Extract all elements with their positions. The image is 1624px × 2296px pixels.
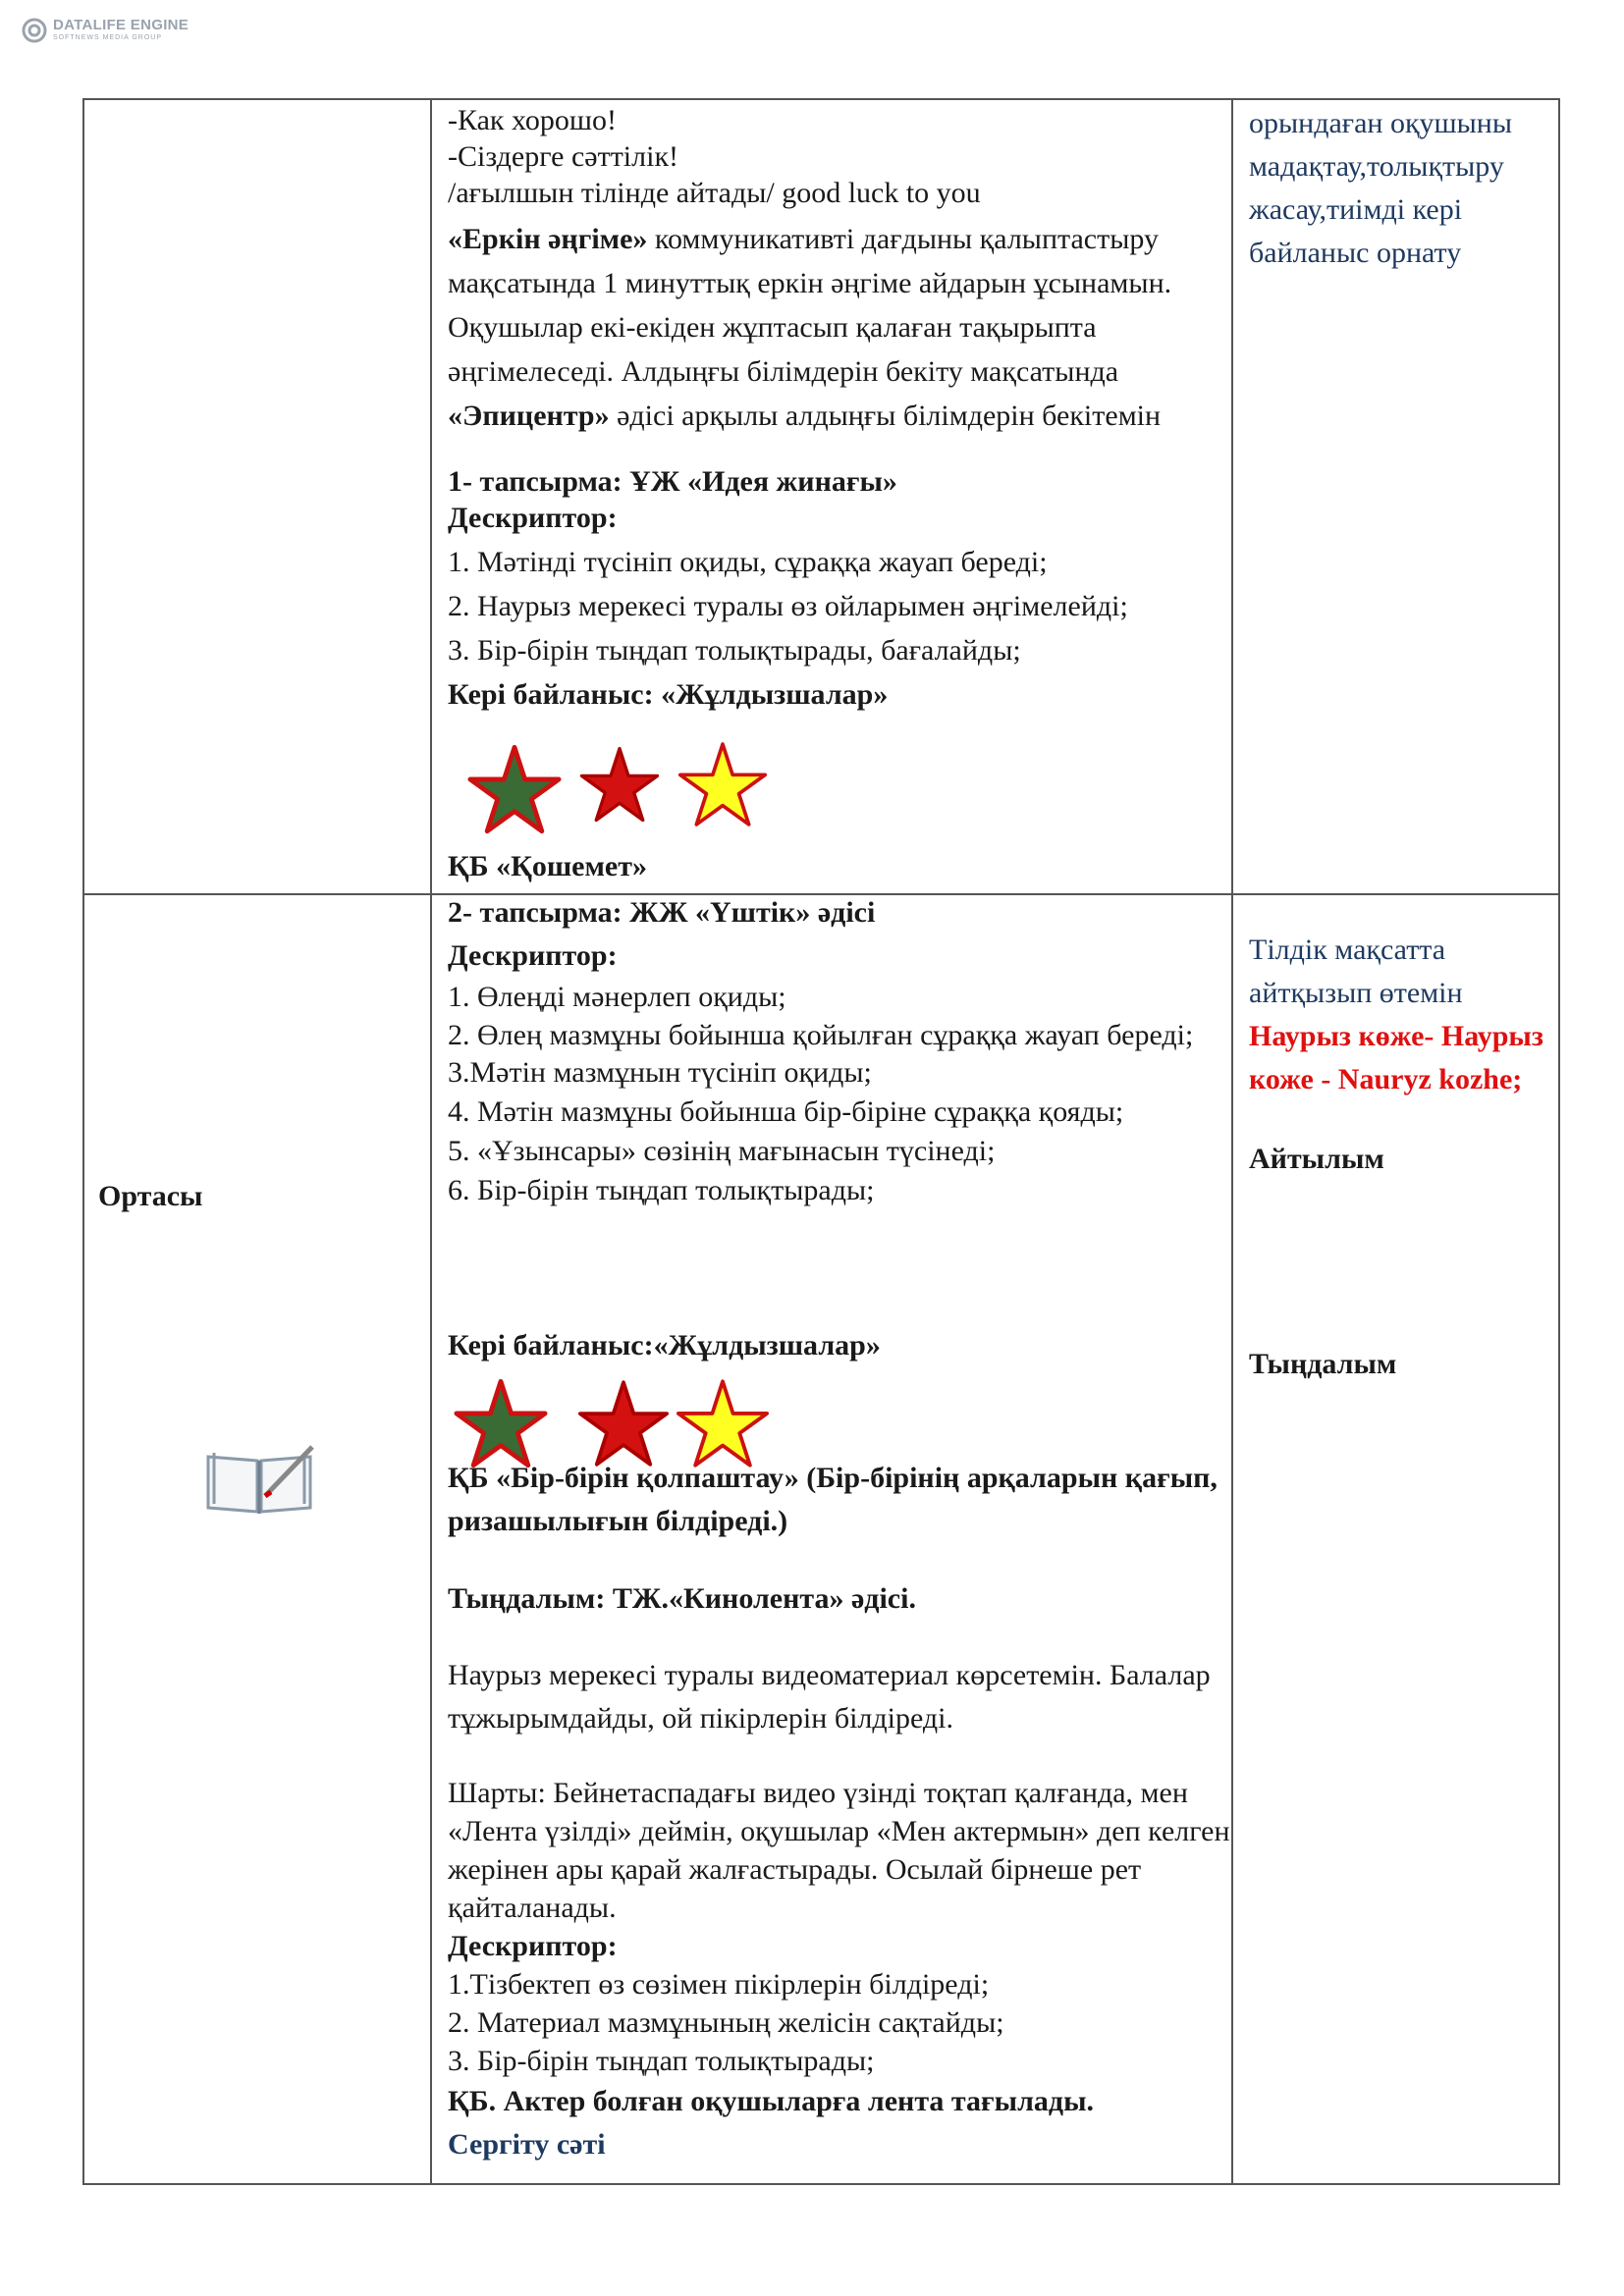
- feedback-label: Кері байланыс:«Жұлдызшалар»: [448, 1329, 881, 1362]
- datalife-logo-icon: [22, 18, 47, 43]
- feedback-label: Кері байланыс: «Жұлдызшалар»: [448, 678, 889, 711]
- descriptor-item: 2. Өлең мазмұны бойынша қойылған сұраққа жауап береді;: [448, 1019, 1194, 1051]
- task-2-title: 2- тапсырма: ЖЖ «Үштік» әдісі: [448, 896, 876, 929]
- descriptor-label: Дескриптор:: [448, 1930, 618, 1962]
- row2-main-cell: [448, 891, 1233, 1210]
- stars-row-2: [454, 1378, 770, 1468]
- yellow-star-icon: [677, 741, 768, 828]
- main-line: -Как хорошо!: [448, 104, 617, 136]
- assessment-label: ҚБ «Қошемет»: [448, 850, 647, 882]
- descriptor-label: Дескриптор:: [448, 939, 618, 972]
- refresher-label: Сергіту сәті: [448, 2128, 606, 2161]
- conditions-text: Шарты: Бейнетаспадағы видео үзінді тоқтап қалғанда, мен «Лента үзілді» деймін, оқушылар «Мен актермын» деп келген жерінен ары қарай жалғастырады. Осылай бірнеше рет қайталанады.: [448, 1777, 1230, 1924]
- main-line: -Сіздерге сәттілік!: [448, 140, 679, 173]
- watermark-brand: DATALIFE ENGINE: [53, 17, 189, 33]
- open-book-pen-icon: [202, 1443, 316, 1522]
- green-star-icon: [454, 1378, 548, 1468]
- yellow-star-icon: [676, 1378, 770, 1468]
- language-goal-text: Тілдік мақсатта айтқызып өтемін: [1249, 934, 1463, 1009]
- descriptor-item: 1.Тізбектеп өз сөзімен пікірлерін білдіреді;: [448, 1968, 990, 2001]
- watermark-subtitle: SOFTNEWS MEDIA GROUP: [53, 34, 163, 41]
- descriptor-item: 3.Мәтін мазмұнын түсініп оқиды;: [448, 1056, 872, 1089]
- task-1-title: 1- тапсырма: ҰЖ «Идея жинағы»: [448, 465, 897, 498]
- listening-label: Тыңдалым: [1249, 1348, 1397, 1380]
- green-star-icon: [467, 744, 562, 834]
- descriptor-item: 3. Бір-бірін тыңдап толықтырады;: [448, 2045, 875, 2077]
- row1-main-cell: [448, 102, 1223, 717]
- descriptor-item: 3. Бір-бірін тыңдап толықтырады, бағалайды;: [448, 634, 1021, 667]
- row2-lower-cell: [448, 1457, 1233, 2166]
- free-talk-text-2: әдісі арқылы алдыңғы білімдерін бекітемін: [617, 400, 1162, 432]
- stage-label: Ортасы: [98, 1180, 203, 1212]
- free-talk-text: коммуникативті дағдыны қалыптастыру мақсатында 1 минуттық еркін әңгіме айдарын ұсынамын. Оқушылар екі-екіден жұптасып қалаған тақырыпта әңгімелеседі. Алдыңғы білімдерін бекіту мақсатында: [448, 223, 1172, 388]
- free-talk-paragraph: [448, 217, 1223, 438]
- descriptor-item: 4. Мәтін мазмұны бойынша бір-біріне сұраққа қояды;: [448, 1095, 1124, 1128]
- listening-title: Тыңдалым: ТЖ.«Кинолента» әдісі.: [448, 1582, 916, 1615]
- final-assessment: ҚБ. Актер болған оқушыларға лента тағылады.: [448, 2085, 1095, 2117]
- watermark: [22, 18, 189, 43]
- descriptor-item: 5. «Ұзынсары» сөзінің мағынасын түсінеді;: [448, 1135, 996, 1167]
- assessment-label: ҚБ «Бір-бірін қолпаштау» (Бір-бірінің арқаларын қағып, ризашылығын білдіреді.): [448, 1462, 1218, 1537]
- video-text: Наурыз мерекесі туралы видеоматериал көрсетемін. Балалар тұжырымдайды, ой пікірлерін білдіреді.: [448, 1659, 1211, 1735]
- descriptor-item: 1. Өлеңді мәнерлеп оқиды;: [448, 981, 786, 1013]
- speaking-label: Айтылым: [1249, 1143, 1384, 1175]
- red-star-icon: [579, 745, 660, 824]
- epicenter-method: «Эпицентр»: [448, 400, 610, 432]
- main-line: /ағылшын тілінде айтады/ good luck to you: [448, 177, 981, 209]
- descriptor-label: Дескриптор:: [448, 502, 618, 534]
- descriptor-item: 2. Материал мазмұнының желісін сақтайды;: [448, 2006, 1004, 2039]
- red-star-icon: [577, 1379, 670, 1468]
- teacher-note: орындаған оқушыны мадақтау,толықтыру жасау,тиімді кері байланыс орнату: [1249, 107, 1513, 269]
- lesson-plan-table: [82, 98, 1560, 2185]
- stars-row-1: [467, 744, 768, 834]
- descriptor-item: 6. Бір-бірін тыңдап толықтырады;: [448, 1174, 875, 1206]
- descriptor-item: 1. Мәтінді түсініп оқиды, сұраққа жауап береді;: [448, 546, 1048, 578]
- descriptor-item: 2. Наурыз мерекесі туралы өз ойларымен әңгімелейді;: [448, 590, 1128, 622]
- vocabulary-note: Наурыз көже- Наурыз коже - Nauryz kozhe;: [1249, 1020, 1543, 1095]
- row2-right-cell: [1249, 929, 1543, 1382]
- free-talk-title: «Еркін әңгіме»: [448, 223, 648, 255]
